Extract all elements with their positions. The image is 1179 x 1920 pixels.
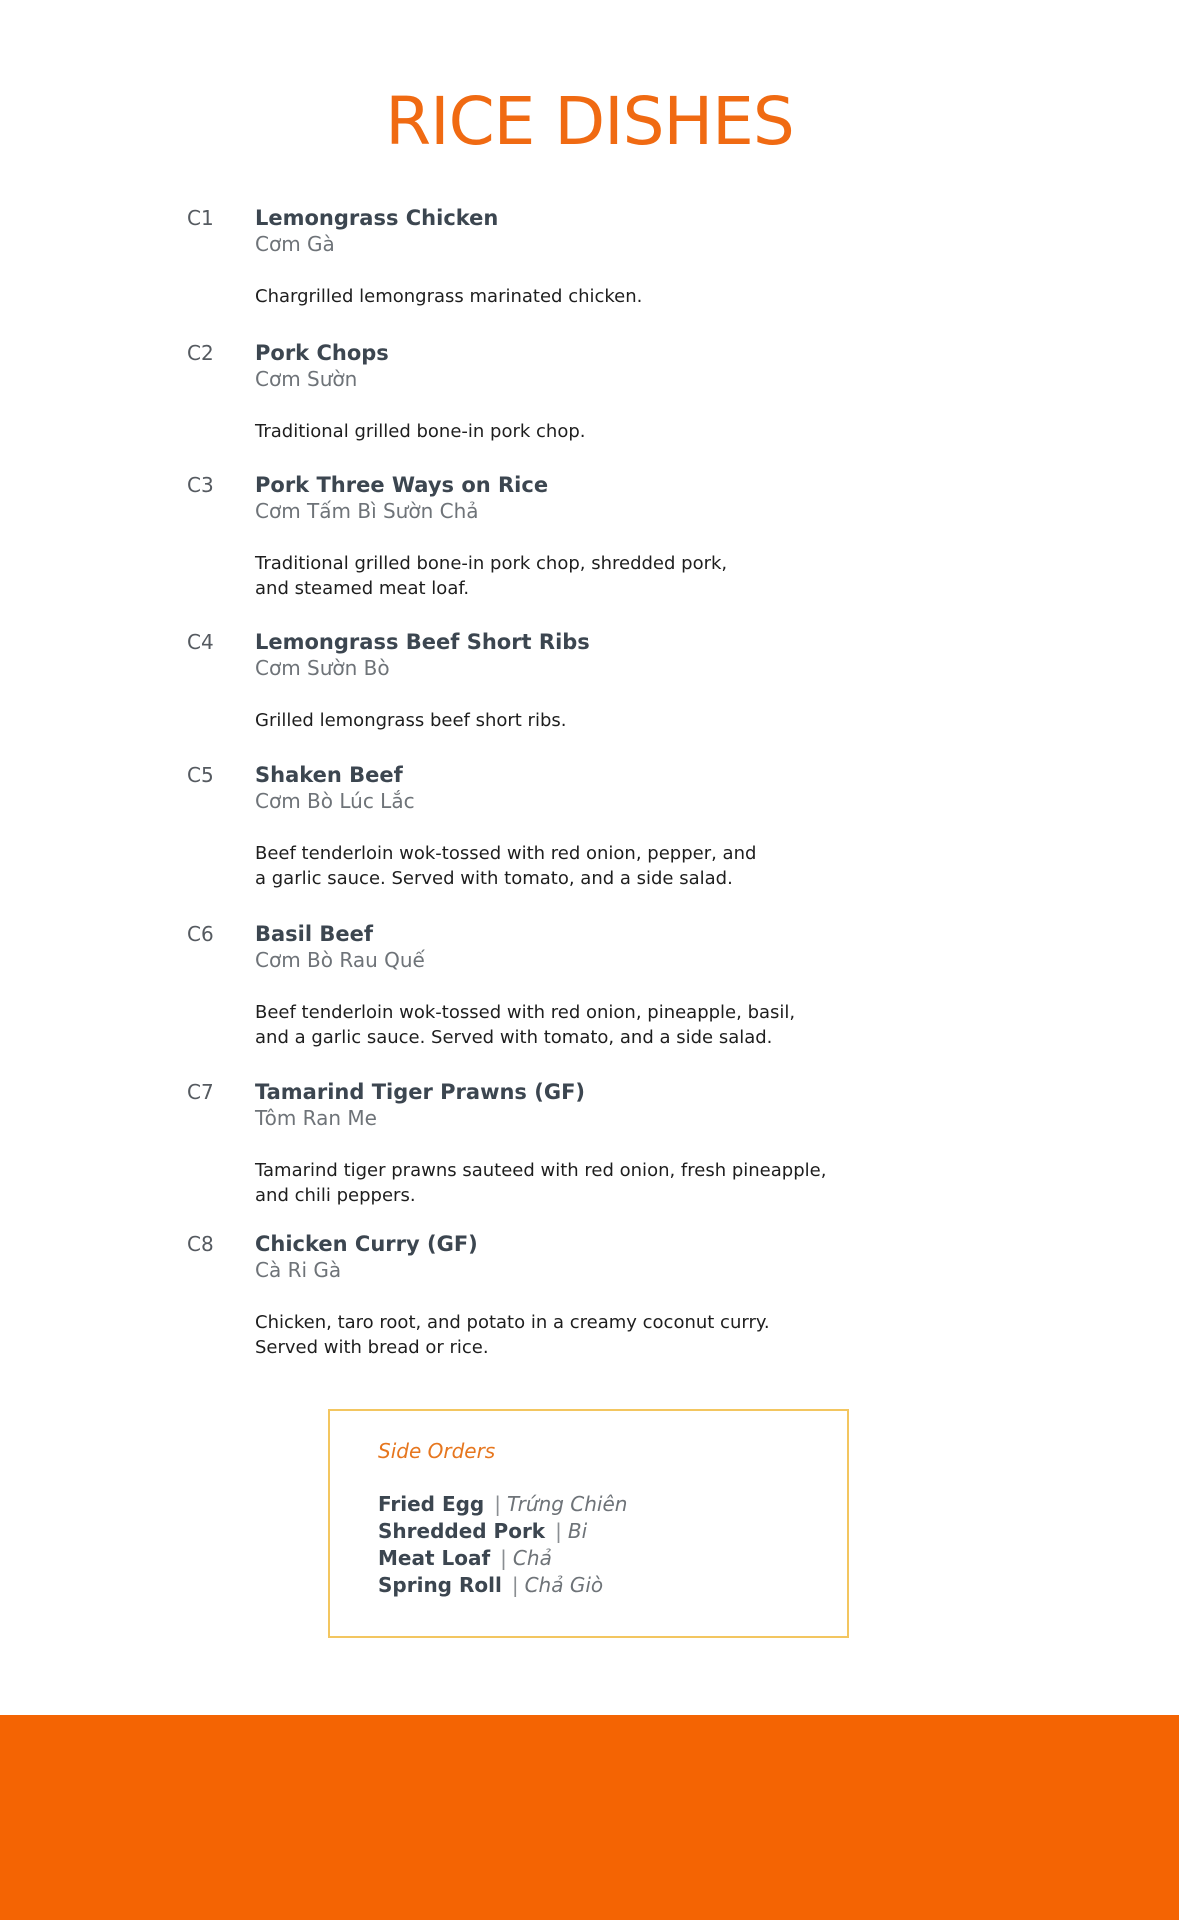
page-title: RICE DISHES (385, 83, 794, 160)
dish-description-line: Beef tenderloin wok-tossed with red onion, pineapple, basil, (255, 1002, 796, 1023)
separator: | (500, 1546, 507, 1570)
separator: | (494, 1492, 501, 1516)
side-order-name: Spring Roll (378, 1573, 502, 1597)
dish-vietnamese-name: Cơm Tấm Bì Sườn Chả (255, 499, 479, 523)
footer-band (0, 1715, 1179, 1920)
dish-name: Lemongrass Beef Short Ribs (255, 630, 590, 654)
dish-vietnamese-name: Cơm Bò Lúc Lắc (255, 789, 415, 813)
dish-name: Basil Beef (255, 922, 374, 946)
side-order-item (378, 1491, 627, 1518)
dish-vietnamese-name: Cà Ri Gà (255, 1258, 342, 1282)
side-order-name: Fried Egg (378, 1492, 485, 1516)
dish-code: C8 (187, 1232, 214, 1256)
dish-description-line: a garlic sauce. Served with tomato, and a side salad. (255, 868, 733, 889)
dish-description-line: Traditional grilled bone-in pork chop, shredded pork, (255, 553, 728, 574)
separator: | (511, 1573, 519, 1597)
side-order-vietnamese-name: Chả Giò (524, 1573, 604, 1597)
separator: | (555, 1519, 562, 1543)
side-order-item (378, 1518, 627, 1545)
side-order-vietnamese-name: Chả (512, 1546, 552, 1570)
dish-vietnamese-name: Cơm Sườn Bò (255, 656, 390, 680)
dish-description-line: Served with bread or rice. (255, 1337, 489, 1358)
dish-vietnamese-name: Cơm Sườn (255, 367, 358, 391)
dish-code: C7 (187, 1080, 214, 1104)
dish-name: Lemongrass Chicken (255, 206, 499, 230)
dish-name: Tamarind Tiger Prawns (GF) (255, 1080, 586, 1104)
dish-name: Chicken Curry (GF) (255, 1232, 478, 1256)
side-order-vietnamese-name: Bi (567, 1519, 588, 1543)
dish-description-line: Beef tenderloin wok-tossed with red onion, pepper, and (255, 843, 757, 864)
dish-description-line: Traditional grilled bone-in pork chop. (255, 421, 586, 442)
dish-description-line: and steamed meat loaf. (255, 578, 470, 599)
dish-description-line: Chargrilled lemongrass marinated chicken. (255, 286, 643, 307)
side-order-vietnamese-name: Trứng Chiên (507, 1492, 628, 1516)
dish-description (255, 419, 875, 444)
dish-description (255, 708, 875, 733)
side-orders-title: Side Orders (378, 1439, 496, 1463)
dish-vietnamese-name: Cơm Bò Rau Quế (255, 948, 425, 972)
dish-description-line: and a garlic sauce. Served with tomato, and a side salad. (255, 1027, 773, 1048)
dish-description-line: Grilled lemongrass beef short ribs. (255, 710, 567, 731)
dish-vietnamese-name: Tôm Ran Me (255, 1106, 377, 1130)
dish-code: C1 (187, 206, 214, 230)
dish-description (255, 284, 875, 309)
dish-description (255, 841, 875, 891)
dish-description (255, 1158, 875, 1208)
dish-description (255, 1310, 875, 1360)
dish-code: C2 (187, 341, 214, 365)
dish-description-line: Chicken, taro root, and potato in a creamy coconut curry. (255, 1312, 770, 1333)
dish-vietnamese-name: Cơm Gà (255, 232, 335, 256)
dish-description (255, 1000, 875, 1050)
dish-name: Shaken Beef (255, 763, 403, 787)
side-orders-box (328, 1409, 849, 1638)
dish-description (255, 551, 875, 601)
side-order-item (378, 1572, 627, 1599)
dish-name: Pork Chops (255, 341, 389, 365)
dish-description-line: and chili peppers. (255, 1185, 416, 1206)
dish-name: Pork Three Ways on Rice (255, 473, 549, 497)
dish-code: C4 (187, 630, 214, 654)
side-order-name: Meat Loaf (378, 1546, 491, 1570)
dish-code: C6 (187, 922, 214, 946)
side-orders-list (378, 1491, 627, 1599)
side-order-name: Shredded Pork (378, 1519, 546, 1543)
dish-code: C3 (187, 473, 214, 497)
side-order-item (378, 1545, 627, 1572)
dish-description-line: Tamarind tiger prawns sauteed with red onion, fresh pineapple, (255, 1160, 827, 1181)
dish-code: C5 (187, 763, 214, 787)
